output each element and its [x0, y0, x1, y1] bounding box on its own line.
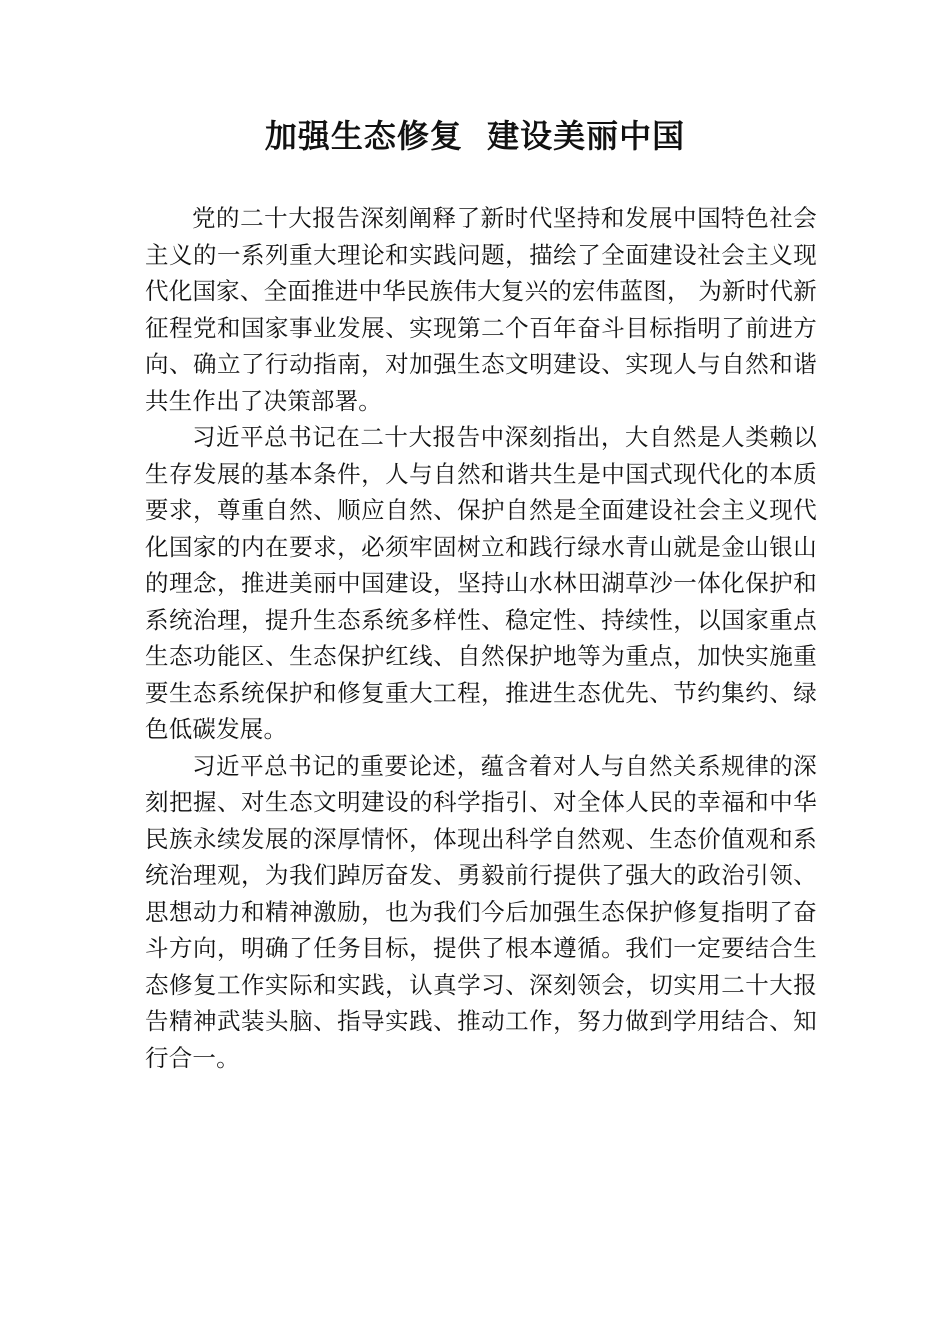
paragraph-1: 党的二十大报告深刻阐释了新时代坚持和发展中国特色社会主义的一系列重大理论和实践问题，描绘了全面建设社会主义现代化国家、全面推进中华民族伟大复兴的宏伟蓝图， 为新时代新征程党和国家事业发展、实现第二个百年奋斗目标指明了前进方向、确立了行动指南，对加强生态文明建设、实现人与自然和谐共生作出了决策部署。	[145, 204, 817, 415]
paragraph-3: 习近平总书记的重要论述，蕴含着对人与自然关系规律的深刻把握、对生态文明建设的科学指引、对全体人民的幸福和中华民族永续发展的深厚情怀，体现出科学自然观、生态价值观和系统治理观，为我们踔厉奋发、勇毅前行提供了强大的政治引领、思想动力和精神激励，也为我们今后加强生态保护修复指明了奋斗方向，明确了任务目标，提供了根本遵循。我们一定要结合生态修复工作实际和实践，认真学习、深刻领会，切实用二十大报告精神武装头脑、指导实践、推动工作，努力做到学用结合、知行合一。	[145, 751, 817, 1072]
paragraph-2: 习近平总书记在二十大报告中深刻指出，大自然是人类赖以生存发展的基本条件，人与自然和谐共生是中国式现代化的本质要求，尊重自然、顺应自然、保护自然是全面建设社会主义现代化国家的内在要求，必须牢固树立和践行绿水青山就是金山银山的理念，推进美丽中国建设，坚持山水林田湖草沙一体化保护和系统治理，提升生态系统多样性、稳定性、持续性，以国家重点生态功能区、生态保护红线、自然保护地等为重点，加快实施重要生态系统保护和修复重大工程，推进生态优先、节约集约、绿色低碳发展。	[145, 423, 817, 743]
document-body	[145, 200, 817, 1076]
document-title: 加强生态修复 建设美丽中国	[264, 117, 686, 155]
